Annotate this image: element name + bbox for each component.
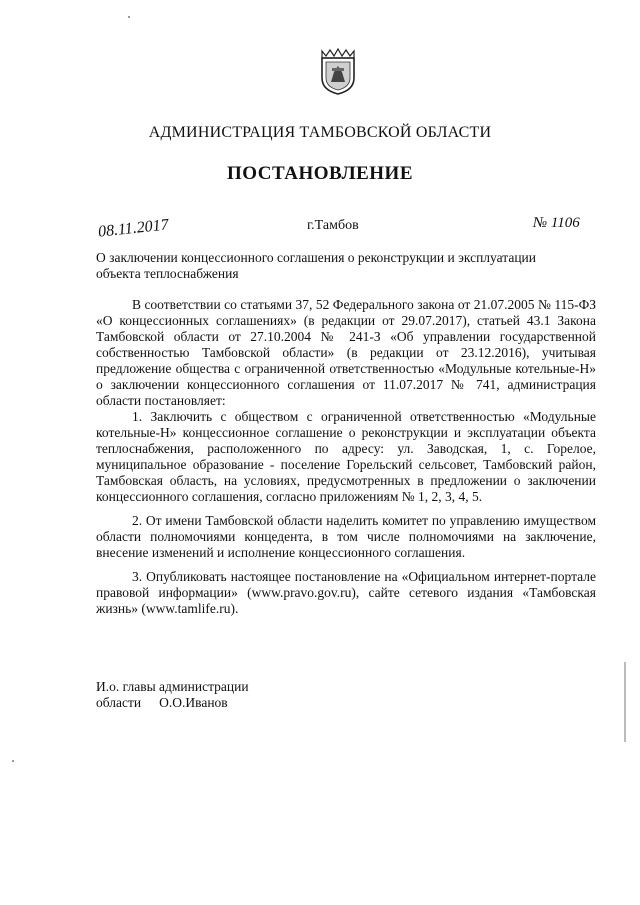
agency-name: АДМИНИСТРАЦИЯ ТАМБОВСКОЙ ОБЛАСТИ [148, 124, 492, 141]
document-city: г.Тамбов [307, 218, 359, 233]
scan-artifact [128, 16, 130, 18]
scan-artifact [12, 760, 14, 762]
document-subject: О заключении концессионного соглашения о реконструкции и эксплуатации объекта теплоснабжения [96, 250, 536, 281]
coat-of-arms-icon [318, 48, 358, 96]
preamble-paragraph: В соответствии со статьями 37, 52 Федерального закона от 21.07.2005 № 115-ФЗ «О концессионных соглашениях» (в редакции от 29.07.2017), статьей 43.1 Закона Тамбовской области от 27.10.2004 № 241-З «Об управлении государственной собственностью Тамбовской области» (в редакции от 23.12.2016), учитывая предложение общества с ограниченной ответственностью «Модульные котельные-Н» о заключении концессионного соглашения от 11.07.2017 № 741, администрация области постановляет: [96, 297, 596, 408]
document-title: ПОСТАНОВЛЕНИЕ [226, 163, 414, 184]
signatory-title-line2 [96, 695, 249, 711]
document-date: 08.11.2017 [97, 216, 170, 241]
signatory-title-line1: И.о. главы администрации [96, 679, 249, 694]
signatory-title-region: области [96, 695, 142, 710]
scan-artifact [624, 662, 626, 742]
signature-block [96, 679, 249, 711]
item-2-paragraph: 2. От имени Тамбовской области наделить комитет по управлению имуществом области полномочиями концедента, в том числе полномочиями на заключение, внесение изменений и исполнение концессионного соглашения. [96, 513, 596, 560]
document-body [96, 297, 596, 617]
document-number: № 1106 [533, 215, 580, 231]
item-1-paragraph: 1. Заключить с обществом с ограниченной ответственностью «Модульные котельные-Н» концессионное соглашение о реконструкции и эксплуатации объекта теплоснабжения, расположенного по адресу: ул. Заводская, 1, с. Горелое, муниципальное образование - поселение Горельский сельсовет, Тамбовский район, Тамбовская область, на условиях, предусмотренных в предложении о заключении концессионного соглашения, согласно приложениям № 1, 2, 3, 4, 5. [96, 409, 596, 504]
item-3-paragraph: 3. Опубликовать настоящее постановление на «Официальном интернет-портале правовой информации» (www.pravo.gov.ru), сайте сетевого издания «Тамбовская жизнь» (www.tamlife.ru). [96, 569, 596, 616]
signatory-name: О.О.Иванов [159, 695, 228, 710]
